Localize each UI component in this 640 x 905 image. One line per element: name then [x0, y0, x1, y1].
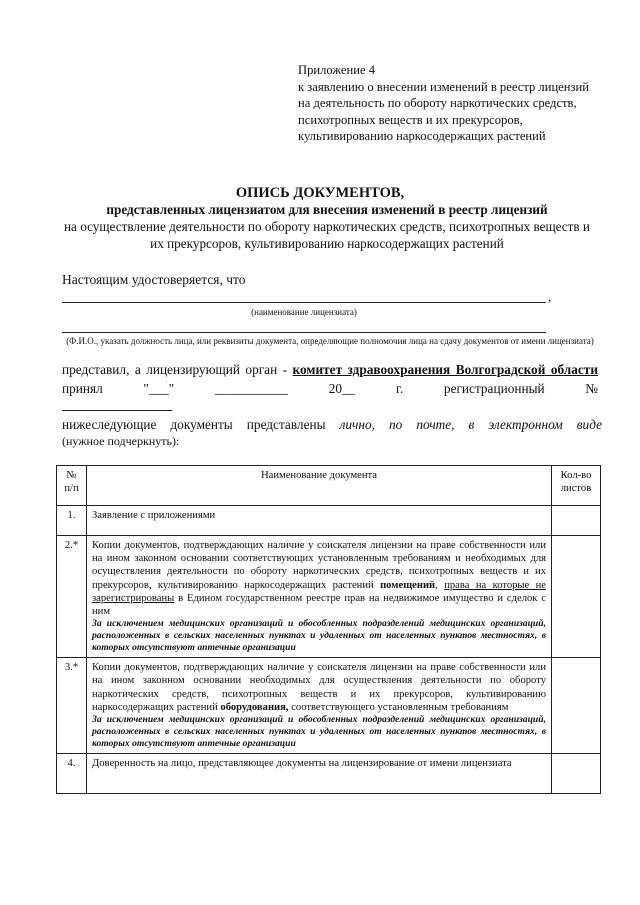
- row-text-bold: помещений: [380, 579, 436, 591]
- table-row: [57, 506, 601, 536]
- delivery-pre: нижеследующие документы представлены: [62, 417, 340, 432]
- delivery-note: (нужное подчеркнуть):: [62, 434, 180, 448]
- row-count: [552, 658, 601, 754]
- row-text: Доверенность на лицо, представляющее документы на лицензирование от имени лицензиата: [87, 754, 552, 794]
- row-text-bold: оборудования,: [220, 701, 289, 713]
- licensee-name-line: [62, 302, 546, 303]
- header-name: Наименование документа: [87, 466, 552, 506]
- row-text: [87, 536, 552, 658]
- row-note: За исключением медицинских организаций и обособленных подразделений медицинских организаций, расположенных в сельских населенных пунктах и удаленных от населенных пунктов местностях, в которых отсутствуют аптечные организации: [92, 618, 546, 654]
- subtitle-rest: на осуществление деятельности по обороту наркотических средств, психотропных веществ и их прекурсоров, культивированию наркосодержащих растений: [63, 219, 590, 251]
- row-text-a: Копии документов, подтверждающих наличие у соискателя лицензии на праве собственности или на ином законном основании необходимых для осуществления деятельности по обороту наркотических средств, психотропных веществ и их прекурсоров, культивированию наркосодержащих растений: [92, 662, 546, 713]
- table-row: [57, 754, 601, 794]
- row-num: 3.*: [57, 658, 87, 754]
- licensing-organ: комитет здравоохранения Волгоградской области: [292, 362, 598, 377]
- row-count: [552, 506, 601, 536]
- header-count: Кол-во листов: [552, 466, 601, 506]
- row-num: 4.: [57, 754, 87, 794]
- documents-table: [56, 465, 601, 794]
- appendix-number: Приложение 4: [298, 63, 376, 77]
- fio-caption: (Ф.И.О., указать должность лица, или реквизиты документа, определяющие полномочия лица на сдачу документов от имени лицензиата): [66, 336, 594, 346]
- row-text-c: в Едином государственном реестре прав на недвижимое имущество и сделок с ним: [92, 592, 546, 618]
- row-num: 1.: [57, 506, 87, 536]
- row-count: [552, 754, 601, 794]
- row-text: Заявление с приложениями: [87, 506, 552, 536]
- row-text-b: ,: [435, 579, 445, 591]
- header-num: № п/п: [57, 466, 87, 506]
- delivery-modes: лично, по почте, в электронном виде: [339, 417, 602, 432]
- delivery-line: [62, 416, 602, 433]
- presented-paragraph: [62, 360, 598, 398]
- table-row: [57, 658, 601, 754]
- document-subtitle: [62, 201, 592, 252]
- table-header-row: [57, 466, 601, 506]
- appendix-reference: к заявлению о внесении изменений в реестр лицензий на деятельность по обороту наркотических средств, психотропных веществ и их прекурсоров, культивированию наркосодержащих растений: [298, 79, 589, 143]
- row-text-a: Копии документов, подтверждающих наличие у соискателя лицензии на праве собственности или на ином законном основании соответствующих установленным требованиям и необходимых для осуществления деятельности по обороту наркотических средств, психотропных веществ и их прекурсоров, культивированию наркосодержащих растений: [92, 540, 546, 591]
- row-note: За исключением медицинских организаций и обособленных подразделений медицинских организаций, расположенных в сельских населенных пунктах и удаленных от населенных пунктов местностях, в которых отсутствуют аптечные организации: [92, 714, 546, 750]
- registration-number-line: [62, 410, 172, 411]
- row-text-underlined: права на которые не зарегистрированы: [92, 579, 547, 604]
- licensee-name-caption: (наименование лицензиата): [251, 307, 357, 317]
- table-row: [57, 536, 601, 658]
- document-title: ОПИСЬ ДОКУМЕНТОВ,: [235, 185, 405, 201]
- row-num: 2.*: [57, 536, 87, 658]
- appendix-block: [298, 62, 598, 145]
- presented-pre: представил, а лицензирующий орган -: [62, 362, 293, 377]
- row-count: [552, 536, 601, 658]
- row-text: [87, 658, 552, 754]
- subtitle-bold: представленных лицензиатом для внесения изменений в реестр лицензий: [106, 202, 548, 217]
- row-text-c: соответствующего установленным требованиям: [288, 701, 509, 713]
- fio-line: [62, 332, 546, 333]
- presented-post: принял "___" ___________ 20__ г. регистрационный №: [62, 381, 598, 396]
- certify-text: Настоящим удостоверяется, что: [62, 272, 246, 287]
- comma: ,: [548, 289, 552, 304]
